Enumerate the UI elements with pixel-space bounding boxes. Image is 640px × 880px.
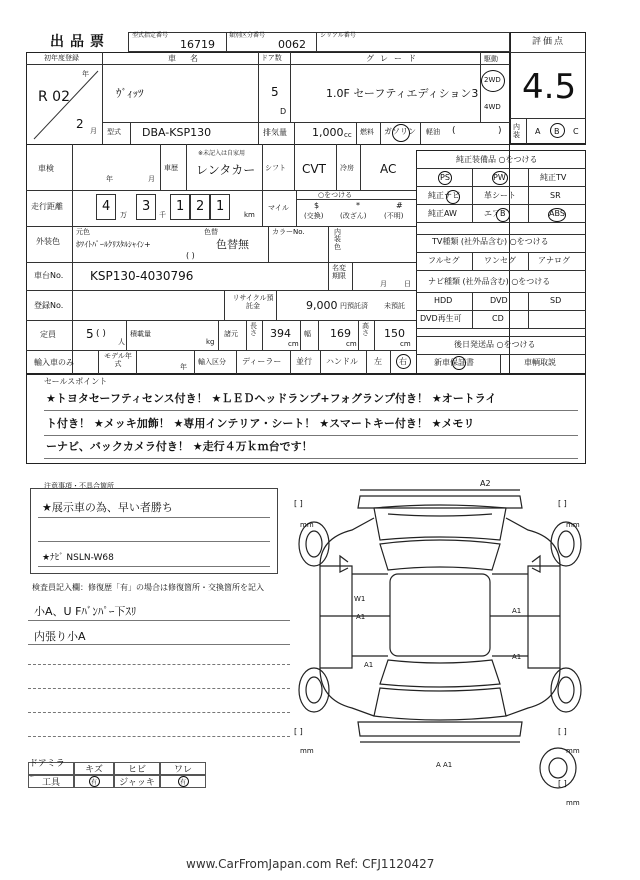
capacity-label: 定員	[40, 330, 56, 339]
mm-fr: mm	[566, 521, 580, 529]
genuine-title: 純正装備品 ○をつける	[456, 155, 538, 164]
model-value: DBA-KSP130	[142, 126, 212, 139]
recycle-label: リサイクル預託金	[232, 294, 274, 311]
inspector-line-1: 小A、U Fﾊﾞﾝﾊﾟｰ下ｽﾘ	[34, 605, 137, 618]
mileage-circle-note: ○をつける	[318, 191, 353, 199]
oil-paren: (	[452, 126, 456, 136]
usage-value: レンタカー	[196, 163, 256, 177]
mm-rl: mm	[300, 747, 314, 755]
first-reg-label: 初年度登録	[44, 54, 79, 62]
not-deposited: 未預託	[384, 302, 405, 310]
import-dealer: ディーラー	[242, 357, 282, 366]
equip-navi: 純正ナビ	[428, 191, 460, 200]
mark-a1-rear-left: A1	[364, 661, 374, 669]
interior-color-label: 内装色	[334, 228, 341, 251]
navi-dvd-play: DVD再生可	[420, 314, 462, 323]
mileage-digit-5: 1	[216, 199, 225, 214]
original-color-label: 元色	[76, 228, 90, 236]
interior-b: B	[554, 127, 560, 136]
width-value: 169	[330, 327, 351, 340]
width-unit: cm	[346, 340, 357, 348]
drive-4wd: 4WD	[484, 103, 501, 111]
mileage-digit-1: 4	[102, 199, 111, 214]
sales-line-1: ★トヨタセーフティセンス付き！ ★ＬＥＤヘッドランプ+フォグランプ付き！ ★オートライ	[46, 392, 497, 405]
mileage-digit-2: 3	[142, 199, 151, 214]
import-parallel: 並行	[296, 357, 312, 366]
handle-right: 右	[399, 357, 407, 366]
original-color-value: ﾎﾜｲﾄﾊﾟｰﾙｸﾘｽﾀﾙｼｬｲﾝ+	[76, 240, 151, 249]
equip-tv: 純正TV	[540, 173, 567, 182]
first-reg-year-unit: 年	[82, 70, 89, 78]
sales-line-3: ーナビ、バックカメラ付き！ ★走行４万ｋｍ台です！	[46, 440, 313, 453]
height-label: 高さ	[362, 322, 369, 338]
mileage-digit-4: 2	[196, 199, 205, 214]
serial-label: シリアル番号	[320, 32, 356, 39]
recycle-value: 9,000	[306, 299, 338, 312]
usage-label: 車歴	[164, 164, 178, 172]
legend-crack: ヒビ	[114, 762, 160, 775]
length-unit: cm	[288, 340, 299, 348]
mark-a1-left: A1	[356, 613, 366, 621]
legend-door-mirror: ドアミラー	[28, 762, 74, 775]
mark-a1-right-rear: A1	[512, 653, 522, 661]
doors-suffix: D	[280, 107, 287, 116]
color-change-paren: ( )	[186, 251, 195, 260]
ac-value: AC	[380, 162, 397, 176]
score-value: 4.5	[522, 67, 577, 107]
fuel-label: 燃料	[360, 128, 374, 136]
mark-door-front: W1	[354, 595, 366, 603]
load-unit: kg	[206, 338, 215, 346]
bracket-rr: [ ]	[558, 727, 567, 736]
oil-paren-close: )	[498, 126, 502, 136]
oil-label: 軽油	[426, 128, 440, 136]
bracket-fr: [ ]	[558, 499, 567, 508]
first-reg-month-unit: 月	[90, 127, 97, 135]
form-title: 出品票	[50, 34, 110, 50]
grade-label: グレード	[366, 54, 422, 63]
tv-oneseg: ワンセグ	[484, 256, 516, 265]
class-no-value: 0062	[278, 38, 306, 51]
car-name-label: 車名	[168, 54, 212, 63]
legend-scratch: キズ	[74, 762, 114, 775]
color-change-value: 色替無	[216, 238, 249, 251]
interior-a: A	[535, 127, 541, 136]
legend-tool: 工具	[28, 775, 74, 788]
height-value: 150	[384, 327, 405, 340]
later-title: 後日発送品 ○をつける	[454, 340, 536, 349]
capacity-value: 5	[86, 327, 94, 341]
name-change-month: 月	[380, 280, 387, 288]
mileage-digit-3: 1	[176, 199, 185, 214]
model-year-label: モデル年式	[104, 352, 132, 368]
mileage-opt2-sym: *	[356, 201, 360, 210]
tv-fullseg: フルセグ	[428, 256, 460, 265]
bracket-rl: [ ]	[294, 727, 303, 736]
chassis-label: 車台No.	[34, 271, 64, 280]
sales-line-2: ト付き！ ★メッキ加飾！ ★専用インテリア・シート！ ★スマートキー付き！ ★メモリ	[46, 417, 475, 430]
shaken-year-unit: 年	[106, 175, 113, 183]
equip-sr: SR	[550, 191, 561, 200]
import-category-label: 輸入区分	[198, 358, 226, 366]
legend-jack-status: 有	[160, 775, 206, 788]
mileage-opt1-sym: $	[314, 201, 320, 210]
later-warranty: 新車保証書	[434, 358, 474, 367]
tv-title: TV種類 (社外品含む) ○をつける	[432, 237, 549, 246]
shift-value: CVT	[302, 162, 326, 176]
mm-rr: mm	[566, 747, 580, 755]
shaken-month-unit: 月	[148, 175, 155, 183]
registration-label: 登録No.	[34, 301, 64, 310]
usage-note: ※未記入は自家用	[198, 150, 246, 157]
sales-point-label: セールスポイント	[44, 377, 108, 386]
length-value: 394	[270, 327, 291, 340]
mm-spare: mm	[566, 799, 580, 807]
handle-label: ハンドル	[326, 357, 358, 366]
shaken-label: 車検	[38, 164, 54, 173]
mileage-man: 万	[120, 211, 127, 219]
mileage-label: 走行距離	[31, 202, 63, 211]
interior-c: C	[573, 127, 579, 136]
mark-a1-right: A1	[512, 607, 522, 615]
mark-front-top: A2	[480, 479, 491, 488]
first-reg-era: R 02	[38, 89, 70, 105]
doors-label: ドア数	[261, 54, 282, 62]
navi-dvd: DVD	[490, 296, 508, 305]
class-no-label: 類別区分番号	[229, 32, 266, 39]
height-unit: cm	[400, 340, 411, 348]
name-change-day: 日	[404, 280, 411, 288]
equip-aw: 純正AW	[428, 209, 457, 218]
dim-label: 諸元	[224, 330, 238, 338]
import-year-unit: 年	[180, 363, 187, 371]
legend-jack: ジャッキ	[114, 775, 160, 788]
navi-cd: CD	[492, 314, 504, 323]
car-damage-diagram	[290, 478, 590, 808]
doors-value: 5	[271, 85, 279, 99]
footer-watermark: www.CarFromJapan.com Ref: CFJ1120427	[186, 857, 435, 871]
equip-ps: PS	[440, 173, 450, 182]
equip-leather: 革シート	[484, 191, 516, 200]
handle-left: 左	[374, 357, 382, 366]
length-label: 長さ	[250, 322, 257, 338]
inspector-label: 検査員記入欄：修復歴「有」の場合は修復箇所・交換箇所を記入	[32, 583, 264, 592]
mile-label: マイル	[268, 204, 289, 212]
shift-label: シフト	[265, 164, 286, 172]
model-cert-value: 16719	[180, 38, 215, 51]
name-change-label: 名変期限	[332, 264, 346, 280]
mileage-opt2: (改ざん)	[340, 212, 367, 220]
mileage-sen: 千	[159, 211, 166, 219]
grade-value: 1.0F セーフティエディション3	[326, 87, 479, 100]
color-no-label: カラーNo.	[272, 228, 305, 236]
bracket-fl: [ ]	[294, 499, 303, 508]
note-line-1: ★展示車の為、早い者勝ち	[42, 501, 173, 514]
legend-break: ワレ	[160, 762, 206, 775]
equip-abs: ABS	[549, 209, 565, 218]
displacement-value: 1,000	[312, 126, 344, 139]
later-manual: 車輌取説	[524, 358, 556, 367]
drive-2wd: 2WD	[484, 76, 501, 84]
equip-pw: PW	[493, 173, 506, 182]
color-type-label: 色替	[204, 228, 218, 236]
mileage-km: km	[244, 211, 255, 219]
navi-hdd: HDD	[434, 296, 453, 305]
color-label: 外装色	[36, 237, 60, 246]
interior-label: 内装	[513, 123, 520, 139]
mark-rear-bottom: A A1	[436, 761, 453, 769]
displacement-unit: cc	[344, 131, 352, 139]
import-label: 輸入車のみ	[34, 358, 74, 367]
notes-label: 注意事項・不具合箇所	[44, 482, 114, 490]
ac-label: 冷房	[340, 164, 354, 172]
equip-airbag: エアB	[484, 209, 506, 218]
capacity-paren: ( )	[96, 329, 106, 339]
navi-title: ナビ種類 (社外品含む) ○をつける	[428, 277, 551, 286]
car-name-value: ｳﾞｨｯﾂ	[116, 87, 144, 100]
displacement-label: 排気量	[263, 128, 287, 137]
chassis-value: KSP130-4030796	[90, 269, 194, 283]
bracket-spare: [ ]	[558, 779, 567, 788]
recycle-status: 円預託済	[340, 302, 368, 310]
tv-analog: アナログ	[538, 256, 570, 265]
capacity-unit: 人	[118, 338, 125, 346]
width-label: 幅	[304, 330, 311, 338]
mm-fl: mm	[300, 521, 314, 529]
model-cert-label: 型式指定番号	[132, 32, 169, 39]
inspector-line-2: 内張り小A	[34, 630, 86, 643]
first-reg-month: 2	[76, 117, 84, 131]
model-label: 型式	[107, 128, 121, 136]
drive-label: 駆動	[484, 55, 498, 63]
score-label: 評価点	[532, 37, 566, 47]
note-line-3: ★ﾅﾋﾞ NSLN-W68	[42, 553, 114, 563]
navi-sd: SD	[550, 296, 562, 305]
legend-tool-status: 有	[74, 775, 114, 788]
load-label: 積載量	[130, 330, 151, 338]
fuel-value: ガソリン	[384, 127, 416, 136]
mileage-opt1: (交換)	[304, 212, 324, 220]
mileage-opt3: (不明)	[384, 212, 404, 220]
mileage-opt3-sym: #	[396, 201, 403, 210]
